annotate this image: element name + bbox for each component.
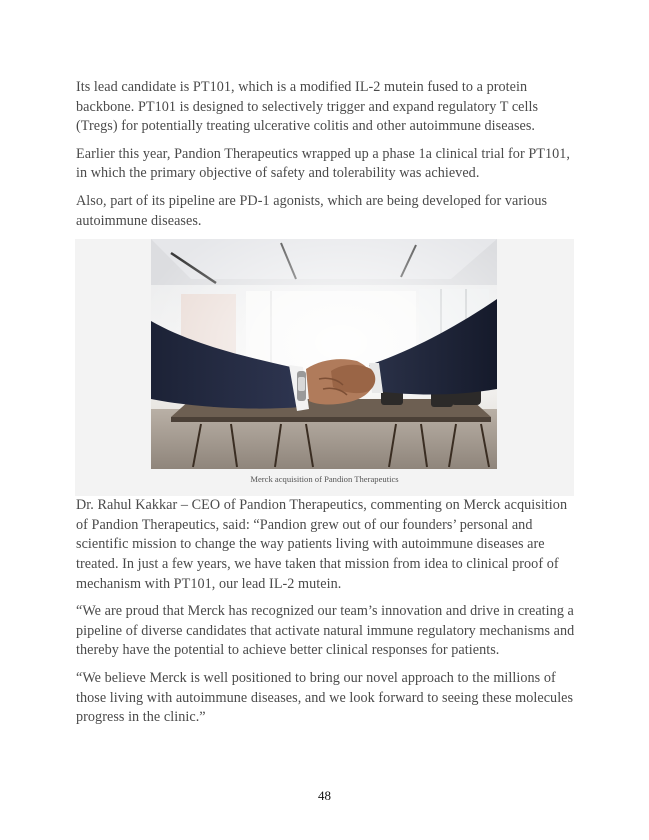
page-content <box>76 78 576 736</box>
paragraph-proud-quote: “We are proud that Merck has recognized our team’s innovation and drive in creating a pipeline of diverse candidates that activate natural immune regulatory mechanisms and thereby have the potential to achieve better clinical responses for patients. <box>76 603 575 659</box>
figure-handshake <box>75 239 574 496</box>
figure-caption: Merck acquisition of Pandion Therapeutics <box>250 474 399 485</box>
paragraph-pd1-agonists: Also, part of its pipeline are PD-1 agonists, which are being developed for various autoimmune diseases. <box>76 192 548 229</box>
handshake-photo <box>151 239 497 469</box>
paragraph-lead-candidate: Its lead candidate is PT101, which is a modified IL-2 mutein fused to a protein backbone. PT101 is designed to selectively trigger and expand regulatory T cells (Tregs) for potentially treating ulcerative colitis and other autoimmune diseases. <box>76 79 539 135</box>
paragraph-ceo-quote: Dr. Rahul Kakkar – CEO of Pandion Therapeutics, commenting on Merck acquisition of Pandion Therapeutics, said: “Pandion grew out of our founders’ personal and scientific mission to change the way patients living with autoimmune diseases are treated. In just a few years, we have taken that mission from idea to clinical proof of mechanism with PT101, our lead IL-2 mutein. <box>76 497 568 592</box>
paragraph-phase-1a-trial: Earlier this year, Pandion Therapeutics wrapped up a phase 1a clinical trial for PT101, in which the primary objective of safety and tolerability was achieved. <box>76 145 571 182</box>
paragraph-believe-quote: “We believe Merck is well positioned to bring our novel approach to the millions of those living with autoimmune diseases, and we look forward to seeing these molecules progress in the clinic.” <box>76 669 574 726</box>
page-number: 48 <box>318 788 331 803</box>
